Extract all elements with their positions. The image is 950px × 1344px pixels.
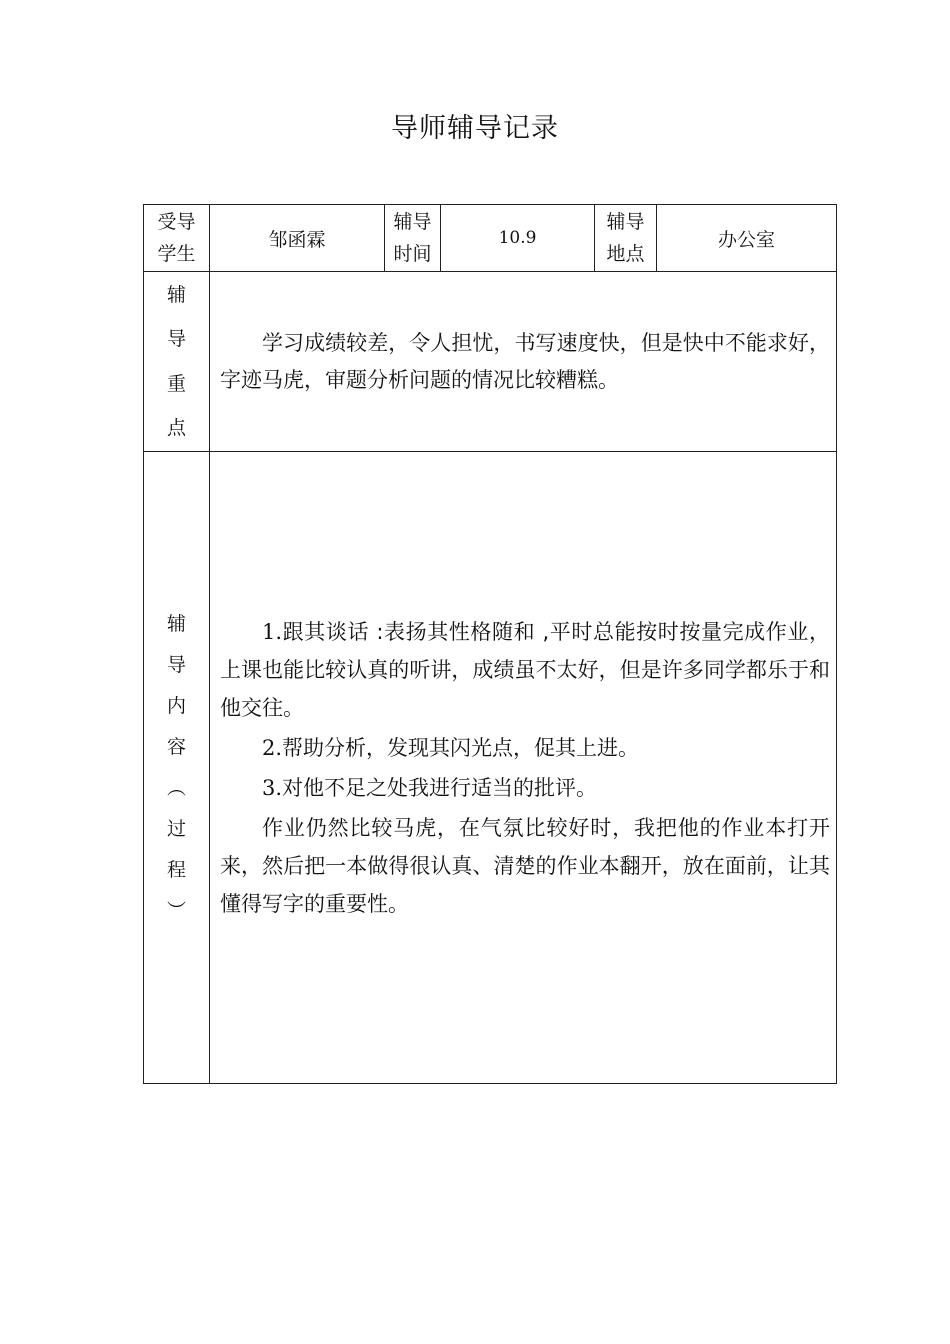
focus-row xyxy=(144,272,837,452)
place-label: 辅导 地点 xyxy=(595,205,657,272)
content-item-2: 2.帮助分析，发现其闪光点，促其上进。 xyxy=(262,735,640,760)
focus-text: 学习成绩较差，令人担忧，书写速度快，但是快中不能求好，字迹马虎，审题分析问题的情况比较糟糕。 xyxy=(220,330,830,392)
time-value: 10.9 xyxy=(441,205,595,272)
header-row xyxy=(144,205,837,272)
content-label: 辅 导 内 容 ︵ 过 程 ︶ xyxy=(144,452,210,1084)
content-row xyxy=(144,452,837,1084)
content-text-cell xyxy=(210,452,837,1084)
student-label: 受导 学生 xyxy=(144,205,210,272)
time-label: 辅导 时间 xyxy=(385,205,441,272)
content-extra: 作业仍然比较马虎，在气氛比较好时，我把他的作业本打开来，然后把一本做得很认真、清楚的作业本翻开，放在面前，让其懂得写字的重要性。 xyxy=(220,815,830,916)
focus-label: 辅 导 重 点 xyxy=(144,272,210,452)
place-value: 办公室 xyxy=(657,205,837,272)
content-item-3: 3.对他不足之处我进行适当的批评。 xyxy=(262,775,598,800)
student-name: 邹函霖 xyxy=(210,205,385,272)
page-title: 导师辅导记录 xyxy=(391,113,559,144)
record-table xyxy=(143,204,837,1084)
focus-text-cell xyxy=(210,272,837,452)
content-item-1: 1.跟其谈话 :表扬其性格随和 ,平时总能按时按量完成作业，上课也能比较认真的听讲，成绩虽不太好，但是许多同学都乐于和他交往。 xyxy=(220,619,830,720)
